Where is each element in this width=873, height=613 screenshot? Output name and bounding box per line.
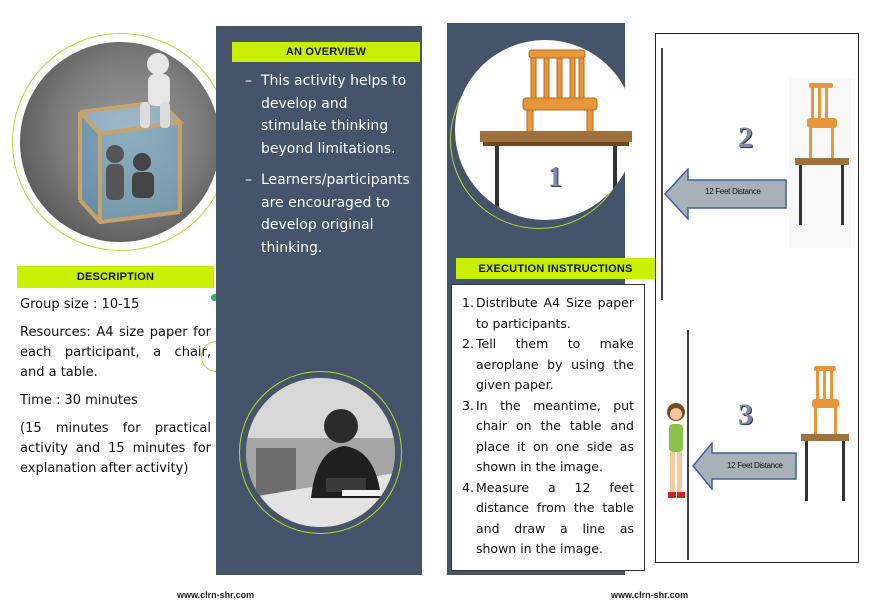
distance-label-bottom: 12 Feet Distance xyxy=(727,461,783,470)
start-line xyxy=(661,48,663,300)
chair-table-figure-bottom xyxy=(797,362,853,512)
description-body xyxy=(20,295,211,487)
chair-table-figure-top xyxy=(789,78,855,248)
time-breakdown-text: (15 minutes for practical activity and 15 minutes for explanation after activity) xyxy=(20,421,211,476)
child-figure xyxy=(665,398,687,508)
resources-text: Resources: A4 size paper for each participant, a chair, and a table. xyxy=(20,325,211,380)
description-banner xyxy=(17,266,214,288)
dash-icon: – xyxy=(245,172,252,188)
execution-step: 4. Measure a 12 feet distance from the table and draw a line as shown in the image. xyxy=(462,479,634,556)
step-2-number: 2 xyxy=(738,121,753,154)
distance-label-top: 12 Feet Distance xyxy=(705,187,761,196)
description-title: DESCRIPTION xyxy=(76,271,155,283)
step-1-number: 1 xyxy=(548,162,562,193)
overview-item: – This activity helps to develop and stimulate thinking beyond limitations. xyxy=(245,70,415,160)
execution-banner xyxy=(456,258,655,279)
finish-line xyxy=(687,330,689,560)
execution-step: 2. Tell them to make aeroplane by using the given paper. xyxy=(462,336,634,392)
overview-title: AN OVERVIEW xyxy=(285,46,367,58)
overview-list xyxy=(245,70,415,268)
chair-on-table-image xyxy=(455,40,635,220)
step-3-number: 3 xyxy=(738,398,753,431)
execution-steps xyxy=(452,285,644,560)
overview-item: – Learners/participants are encouraged to develop original thinking. xyxy=(245,169,415,259)
execution-instructions-box xyxy=(451,284,645,571)
student-drawing-image xyxy=(246,378,395,527)
overview-banner xyxy=(232,42,420,62)
cube-figures-image xyxy=(20,42,220,242)
execution-step: 3. In the meantime, put chair on the table and place it on one side as shown in the image. xyxy=(462,397,634,474)
footer-url-right: www.clrn-shr.com xyxy=(611,590,689,600)
dash-icon: – xyxy=(245,73,252,89)
group-size-text: Group size : 10-15 xyxy=(20,297,140,312)
footer-url-left: www.clrn-shr.com xyxy=(177,590,255,600)
execution-step: 1. Distribute A4 Size paper to participants. xyxy=(462,295,634,331)
time-text: Time : 30 minutes xyxy=(20,393,138,408)
execution-title: EXECUTION INSTRUCTIONS xyxy=(478,262,633,275)
